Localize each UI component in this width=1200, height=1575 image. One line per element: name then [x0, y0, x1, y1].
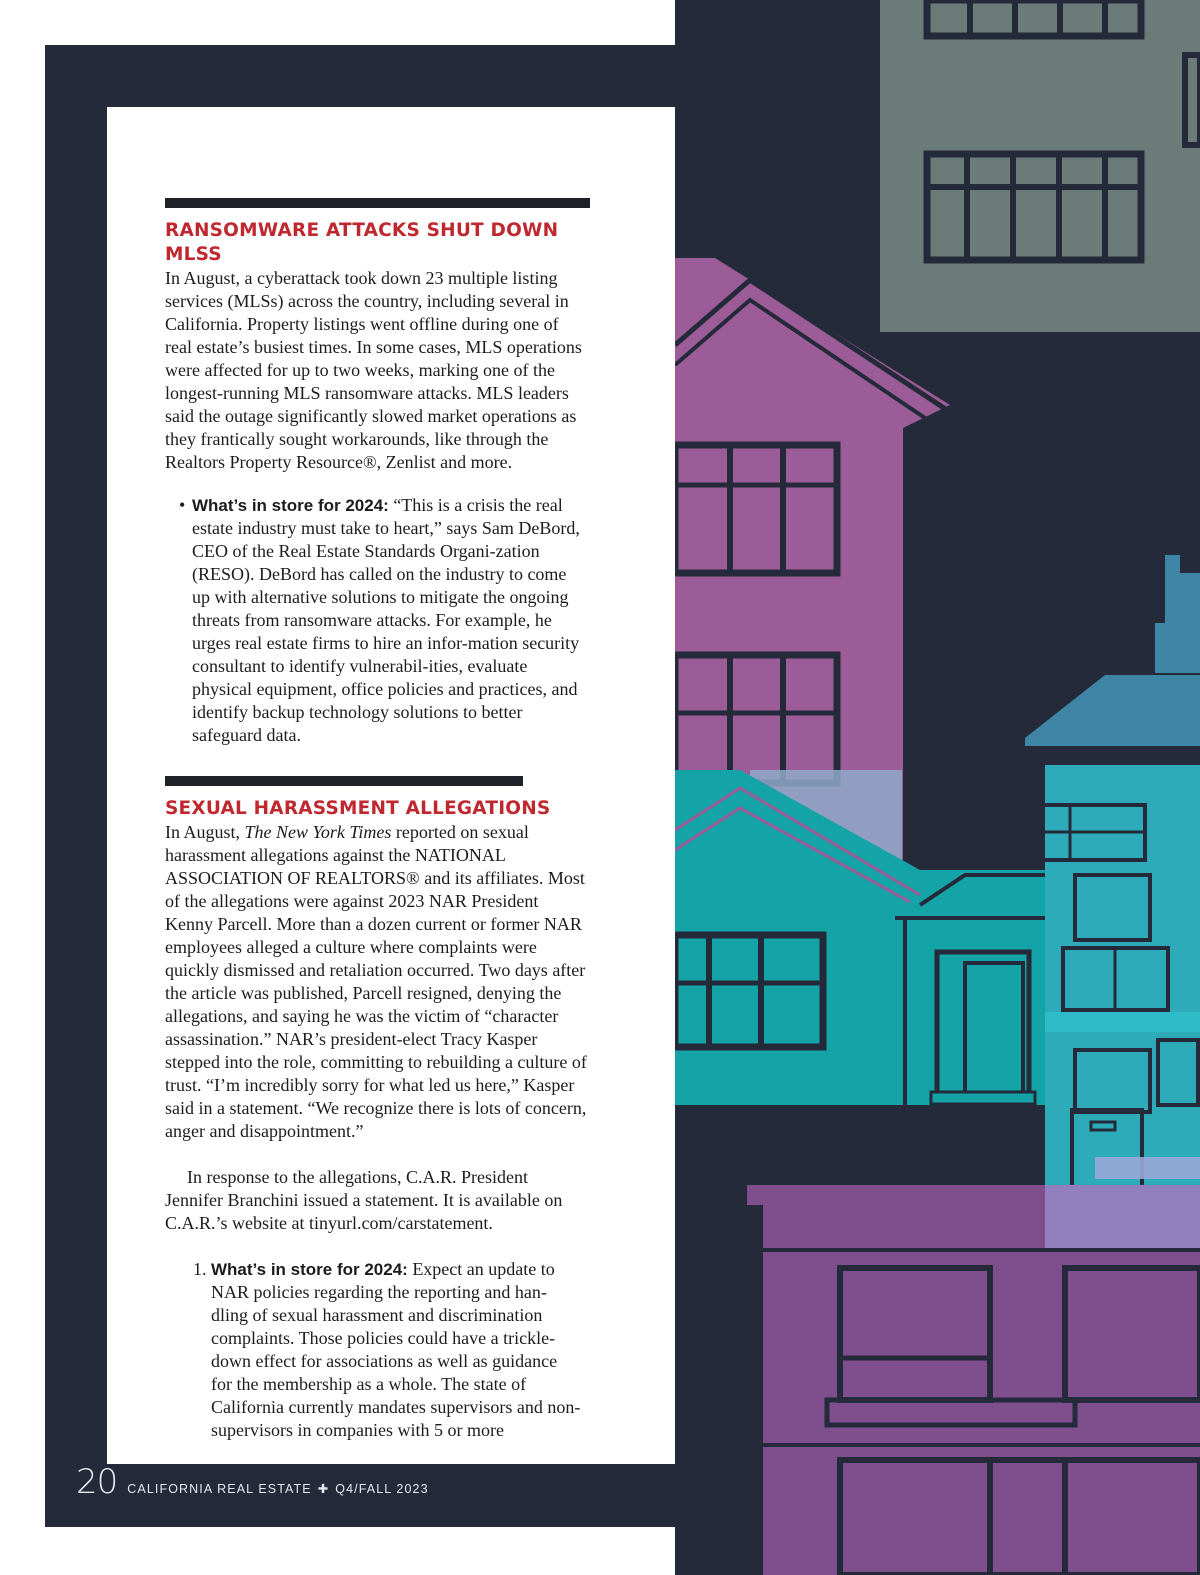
- page-number: 20: [76, 1462, 118, 1502]
- footer-publication: [127, 1481, 428, 1496]
- section-body: In August, a cyberattack took down 23 multiple listing services (MLSs) across the country, including several in California. Property listings went offline during one of real estate’s busiest times. In some cases, MLS operations were affected for up to two weeks, marking one of the longest-running MLS ransomware attacks. MLS leaders said the outage significantly slowed market operations as they frantically sought workarounds, like through the Realtors Property Resource®, Zenlist and more.: [165, 268, 582, 472]
- cyan-house: [1020, 765, 1200, 1250]
- purple-building: [747, 1185, 1200, 1575]
- cross-icon: ✚: [317, 1482, 330, 1496]
- houses-illustration: [675, 0, 1200, 1575]
- numbered-item: [193, 1258, 581, 1442]
- publication-title: CALIFORNIA REAL ESTATE: [127, 1482, 312, 1496]
- response-paragraph: In response to the allegations, C.A.R. President Jennifer Branchini issued a statement. It is available on C.A.R.’s website at tinyurl.com/carstatement.: [165, 1167, 563, 1233]
- issue-label: Q4/FALL 2023: [335, 1482, 429, 1496]
- list-number: 1.: [193, 1259, 207, 1279]
- section-body: [165, 821, 590, 1143]
- section-harassment: [165, 776, 590, 1442]
- body-pre: In August,: [165, 822, 245, 842]
- publication-name: The New York Times: [244, 822, 392, 842]
- section-divider-bar: [165, 198, 590, 208]
- section-title: SEXUAL HARASSMENT ALLEGATIONS: [165, 798, 551, 819]
- gray-building: [880, 0, 1200, 332]
- section-title: RANSOMWARE ATTACKS SHUT DOWN MLSS: [165, 220, 559, 265]
- bullet-text: “This is a crisis the real estate industry must take to heart,” says Sam DeBord, CEO of the Real Estate Standards Organi-zation (RESO). DeBord has called on the industry to come up with alternative solutions to mitigate the ongoing threats from ransomware attacks. For example, he urges real estate firms to hire an infor-mation security consultant to identify vulnerabil-ities, evaluate physical equipment, office policies and practices, and identify backup technology solutions to better safeguard data.: [192, 495, 580, 745]
- page-footer: [76, 1462, 429, 1502]
- section-ransomware: [165, 198, 590, 747]
- bullet-item: [179, 494, 584, 747]
- body-post: reported on sexual harassment allegations against the NATIONAL ASSOCIATION OF REALTORS® and its affiliates. Most of the allegations were against 2023 NAR President Kenny Parcell. More than a dozen current or former NAR employees alleged a culture where complaints were quickly dismissed and retaliation occurred. Two days after the article was published, Parcell resigned, denying the allegations, and saying he was the victim of “character assassination.” NAR’s president-elect Tracy Kasper stepped into the role, committing to rebuilding a culture of trust. “I’m incredibly sorry for what led us here,” Kasper said in a statement. “We recognize there is lots of concern, anger and disappointment.”: [165, 822, 587, 1141]
- list-text: Expect an update to NAR policies regarding the reporting and han-dling of sexual harassment and discrimination complaints. Those policies could have a trickle-down effect for associations as well as guidance for the membership as a whole. The state of California currently mandates supervisors and non-supervisors in companies with 5 or more: [211, 1259, 581, 1440]
- section-divider-bar: [165, 776, 523, 786]
- article-content: [165, 198, 590, 1442]
- bullet-marker: •: [179, 495, 186, 515]
- bullet-lead: What’s in store for 2024:: [192, 496, 389, 515]
- list-lead: What’s in store for 2024:: [211, 1260, 408, 1279]
